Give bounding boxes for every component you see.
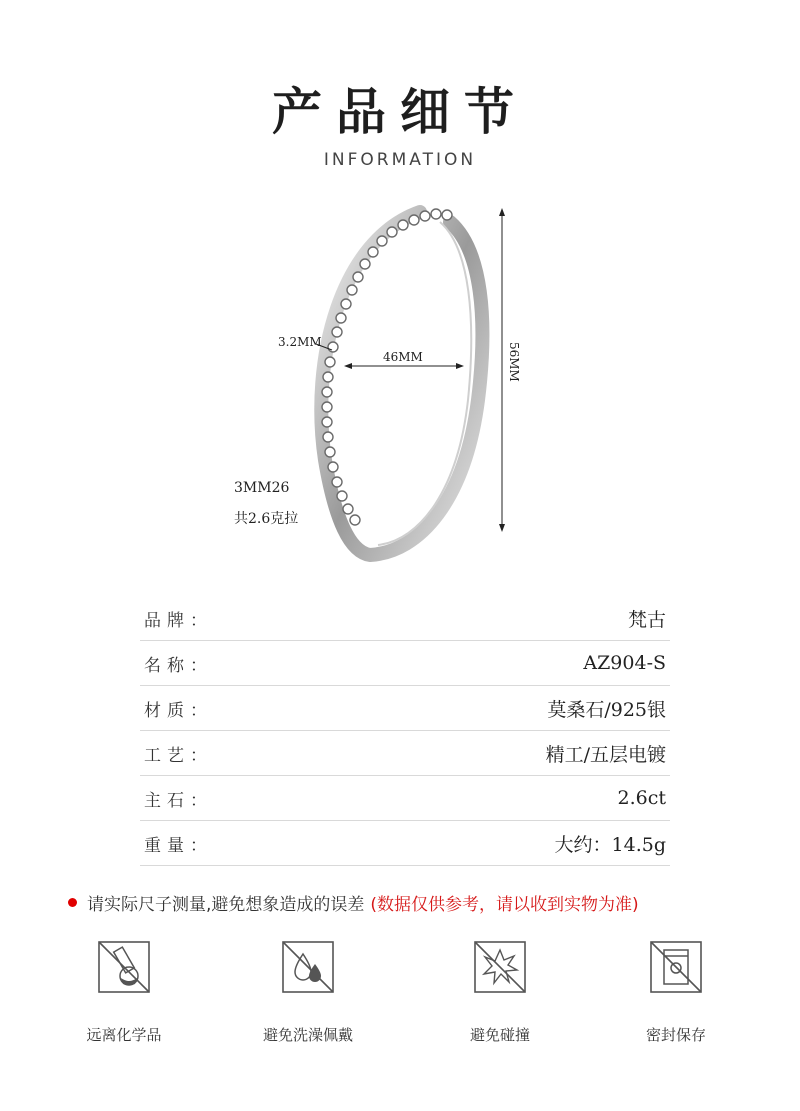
spec-row-material [140, 686, 670, 731]
spec-value: 莫桑石/925银 [547, 698, 666, 721]
care-item-bathing [228, 940, 388, 1045]
bullet-dot [68, 898, 77, 907]
page-subtitle: INFORMATION [323, 150, 477, 170]
page-title: 产品细节 [272, 83, 528, 141]
care-item-sealed [596, 940, 756, 1045]
notice-highlight: (数据仅供参考，请以收到实物为准) [370, 895, 639, 915]
spec-label: 名称： [144, 655, 213, 676]
care-instructions [0, 940, 800, 1060]
spec-row-weight [140, 821, 670, 866]
spec-table [140, 596, 670, 866]
spec-row-brand [140, 596, 670, 641]
water-drop-icon [281, 940, 335, 994]
spec-label: 重量： [144, 835, 213, 856]
measurement-notice [68, 890, 768, 915]
spec-value: 大约：14.5g [554, 833, 666, 856]
bangle-band [321, 212, 482, 555]
stone-note-carat: 共2.6克拉 [234, 511, 299, 527]
spec-value: AZ904-S [583, 652, 666, 674]
notice-text: 请实际尺子测量,避免想象造成的误差 [87, 895, 365, 915]
care-label: 密封保存 [645, 1026, 706, 1044]
stones [322, 209, 452, 525]
sealed-storage-icon [649, 940, 703, 994]
band-width-label: 3.2MM [278, 335, 322, 349]
inner-diameter-label: 46MM [383, 350, 423, 364]
bangle-inner-edge [378, 222, 471, 545]
spec-value: 精工/五层电镀 [545, 743, 666, 766]
impact-icon [473, 940, 527, 994]
care-item-collision [420, 940, 580, 1045]
spec-value: 2.6ct [617, 787, 666, 809]
care-item-chemicals [44, 940, 204, 1045]
spec-label: 材质： [144, 700, 213, 721]
care-label: 避免洗澡佩戴 [262, 1026, 353, 1044]
care-label: 远离化学品 [86, 1026, 162, 1044]
height-label: 56MM [507, 342, 521, 382]
care-label: 避免碰撞 [469, 1026, 530, 1044]
stone-note-count: 3MM26 [234, 480, 290, 496]
spec-row-craft [140, 731, 670, 776]
spec-label: 主石： [144, 790, 213, 811]
spec-label: 工艺： [144, 745, 213, 766]
spec-row-main-stone [140, 776, 670, 821]
spec-value: 梵古 [627, 608, 666, 631]
chemical-icon [97, 940, 151, 994]
spec-label: 品牌： [144, 610, 213, 631]
spec-row-name [140, 641, 670, 686]
